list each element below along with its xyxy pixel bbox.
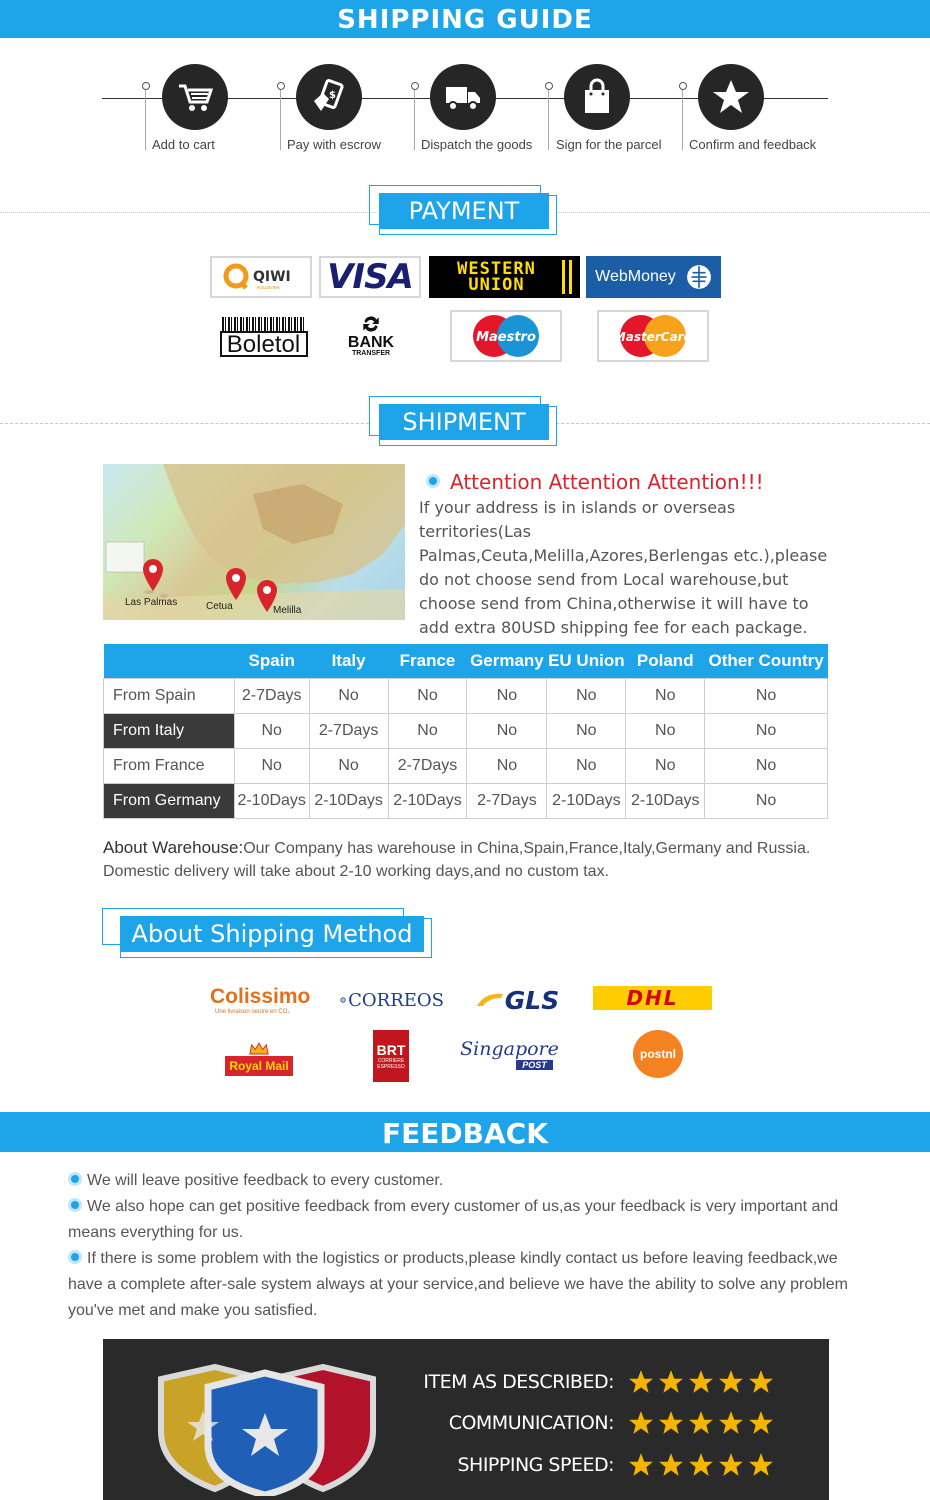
- qiwi-sub: кошелек: [257, 285, 281, 291]
- table-cell: No: [705, 748, 828, 783]
- table-cell: 2-10Days: [234, 783, 309, 818]
- table-cell: 2-10Days: [309, 783, 388, 818]
- visa-logo: [319, 256, 421, 298]
- boletol-logo: [215, 312, 310, 360]
- star-icon: [628, 1410, 654, 1436]
- star-icon: [658, 1452, 684, 1478]
- shields-icon: [153, 1361, 378, 1496]
- table-cell: No: [309, 748, 388, 783]
- table-cell: No: [626, 678, 705, 713]
- star-icon: [698, 64, 764, 130]
- payment-title: [369, 185, 557, 235]
- feedback-item-text: We also hope can get positive feedback from every customer of us,as your feedback is very important and means everything for us.: [68, 1198, 839, 1241]
- feedback-title: FEEDBACK: [382, 1117, 548, 1150]
- cart-icon: [162, 64, 228, 130]
- feedback-header: [0, 1112, 930, 1152]
- map-label: Las Palmas: [125, 597, 178, 608]
- western-union-text: WESTERN UNION: [457, 259, 536, 295]
- table-cell: No: [705, 678, 828, 713]
- table-cell: No: [388, 678, 467, 713]
- attention-body: If your address is in islands or overseas territories(Las Palmas,Ceuta,Melilla,Azores,Berlengas etc.),please do not choose send from Local warehouse,but choose send from China,otherwise it will have to add extra 80USD shipping fee for each package.: [419, 498, 828, 637]
- map-label: Cetua: [206, 601, 233, 612]
- column-header: EU Union: [547, 644, 626, 678]
- table-cell: No: [467, 713, 547, 748]
- star-icon: [748, 1369, 774, 1395]
- western-union-logo: [429, 256, 580, 298]
- column-header: Germany: [467, 644, 547, 678]
- bullet-icon: [68, 1172, 82, 1186]
- step-label: Sign for the parcel: [556, 137, 662, 152]
- mastercard-text: MasterCard: [613, 330, 693, 344]
- table-cell: No: [626, 713, 705, 748]
- visa-text: VISA: [327, 257, 413, 297]
- list-item: [68, 1168, 868, 1194]
- row-header: From Germany: [104, 783, 235, 818]
- step-label: Add to cart: [152, 137, 215, 152]
- qiwi-logo: [210, 256, 312, 298]
- star-icon: [628, 1369, 654, 1395]
- step-pin: [679, 82, 687, 152]
- table-header-row: [104, 644, 828, 678]
- attention-title: Attention Attention Attention!!!: [450, 470, 764, 494]
- feedback-list: [68, 1168, 868, 1324]
- rating-row: [449, 1410, 774, 1436]
- singapore-post-logo: [452, 1033, 567, 1075]
- step-label: Confirm and feedback: [689, 137, 817, 152]
- postnl-logo: [633, 1030, 683, 1078]
- star-icon: [748, 1410, 774, 1436]
- star-icon: [718, 1410, 744, 1436]
- royal-mail-text: Royal Mail: [225, 1056, 292, 1076]
- bag-icon: [564, 64, 630, 130]
- step-pin: [277, 82, 285, 152]
- rating-label: COMMUNICATION:: [448, 1412, 614, 1434]
- table-row: [104, 748, 828, 783]
- shipping-method-title-text: About Shipping Method: [120, 916, 424, 952]
- bullet-icon: [68, 1250, 82, 1264]
- ratings-panel: [103, 1339, 829, 1500]
- correos-logo: [340, 980, 444, 1020]
- column-header: Poland: [626, 644, 705, 678]
- shipping-time-table: [103, 644, 828, 819]
- table-cell: No: [626, 748, 705, 783]
- table-cell: No: [705, 783, 828, 818]
- table-row: [104, 678, 828, 713]
- column-header: France: [388, 644, 467, 678]
- shipment-title-text: SHIPMENT: [379, 404, 549, 440]
- table-cell: 2-10Days: [388, 783, 467, 818]
- star-icon: [748, 1452, 774, 1478]
- warehouse-text: Our Company has warehouse in China,Spain,France,Italy,Germany and Russia. Domestic delivery will take about 2-10 working days,and no custom tax.: [103, 840, 811, 880]
- colissimo-logo: [210, 980, 328, 1020]
- warehouse-note: [103, 836, 843, 883]
- row-header: From Italy: [104, 713, 235, 748]
- table-cell: No: [234, 713, 309, 748]
- table-cell: No: [547, 713, 626, 748]
- list-item: [68, 1194, 868, 1246]
- map-pin-icon: [142, 559, 164, 591]
- singapore-sub: POST: [516, 1060, 553, 1070]
- bank-transfer-logo: [330, 310, 412, 360]
- step-pin: [142, 82, 150, 152]
- table-cell: 2-10Days: [626, 783, 705, 818]
- step-label: Pay with escrow: [287, 137, 381, 152]
- bullet-icon: [68, 1198, 82, 1212]
- truck-icon: [430, 64, 496, 130]
- webmoney-text: WebMoney: [595, 268, 676, 285]
- table-cell: 2-7Days: [467, 783, 547, 818]
- webmoney-logo: [586, 256, 721, 298]
- gls-text: GLS: [504, 985, 560, 1015]
- table-cell: 2-7Days: [309, 713, 388, 748]
- star-rating: [628, 1410, 774, 1436]
- transfer-arrows-icon: [360, 313, 382, 335]
- post-horn-icon: [340, 991, 346, 1009]
- star-icon: [628, 1452, 654, 1478]
- map-label: Melilla: [273, 605, 302, 616]
- row-header: From Spain: [104, 678, 235, 713]
- colissimo-sub: Une livraison neutre en CO₂: [215, 1009, 290, 1015]
- colissimo-text: Colissimo: [210, 985, 311, 1008]
- column-header: [104, 644, 235, 678]
- table-cell: No: [309, 678, 388, 713]
- pay-icon: [296, 64, 362, 130]
- table-row: [104, 783, 828, 818]
- row-header: From France: [104, 748, 235, 783]
- table-cell: No: [234, 748, 309, 783]
- step-pin: [411, 82, 419, 152]
- gls-swoosh-icon: [475, 990, 505, 1010]
- star-rating: [628, 1369, 774, 1395]
- brt-logo: [373, 1030, 409, 1082]
- globe-icon: [686, 264, 712, 290]
- star-icon: [718, 1369, 744, 1395]
- star-icon: [658, 1410, 684, 1436]
- star-icon: [718, 1452, 744, 1478]
- shipment-title: [369, 396, 557, 446]
- bank-text: BANK: [347, 334, 395, 351]
- rating-row: [423, 1369, 774, 1395]
- table-cell: No: [547, 678, 626, 713]
- mastercard-logo: [597, 310, 709, 362]
- table-cell: No: [467, 748, 547, 783]
- table-cell: No: [467, 678, 547, 713]
- qiwi-text: QIWI: [253, 269, 291, 285]
- spain-map-image: [103, 464, 405, 620]
- royal-mail-logo: [219, 1035, 299, 1081]
- svg-text:$: $: [329, 90, 336, 101]
- table-cell: No: [547, 748, 626, 783]
- table-row: [104, 713, 828, 748]
- rating-label: SHIPPING SPEED:: [457, 1454, 614, 1476]
- list-item: [68, 1246, 868, 1324]
- crown-icon: [248, 1041, 270, 1056]
- shipping-guide-header: [0, 0, 930, 38]
- step-label: Dispatch the goods: [421, 137, 533, 152]
- table-cell: 2-7Days: [234, 678, 309, 713]
- correos-text: CORREOS: [348, 989, 444, 1011]
- postnl-text: postnl: [640, 1047, 676, 1061]
- bullet-icon: [426, 474, 440, 488]
- boletol-text: Boletol: [220, 331, 308, 357]
- table-cell: 2-10Days: [547, 783, 626, 818]
- column-header: Other Country: [705, 644, 828, 678]
- feedback-item-text: If there is some problem with the logistics or products,please kindly contact us before leaving feedback,we have a complete after-sale system always at your service,and believe we have the ability to solve any problem you've met and make you satisfied.: [68, 1250, 848, 1319]
- feedback-item-text: We will leave positive feedback to every customer.: [87, 1172, 444, 1189]
- star-icon: [688, 1410, 714, 1436]
- step-pin: [545, 82, 553, 152]
- column-header: Italy: [309, 644, 388, 678]
- rating-label: ITEM AS DESCRIBED:: [423, 1371, 614, 1393]
- maestro-text: Maestro: [476, 330, 536, 345]
- column-header: Spain: [234, 644, 309, 678]
- star-rating: [628, 1452, 774, 1478]
- payment-title-text: PAYMENT: [379, 193, 549, 229]
- bank-sub: TRANSFER: [351, 350, 391, 357]
- table-cell: No: [705, 713, 828, 748]
- header-title: SHIPPING GUIDE: [337, 5, 593, 35]
- brt-text: BRT: [376, 1042, 406, 1058]
- gls-logo: [468, 980, 566, 1020]
- table-cell: 2-7Days: [388, 748, 467, 783]
- star-icon: [688, 1369, 714, 1395]
- brt-sub: CORRIERE ESPRESSO: [377, 1058, 405, 1070]
- map-pin-icon: [225, 568, 247, 600]
- rating-row: [457, 1452, 774, 1478]
- star-icon: [688, 1452, 714, 1478]
- dhl-text: DHL: [626, 986, 679, 1010]
- table-cell: No: [388, 713, 467, 748]
- warehouse-label: About Warehouse:: [103, 838, 244, 857]
- shipping-method-title: [102, 908, 432, 958]
- singapore-text: Singapore: [460, 1038, 559, 1060]
- maestro-logo: [450, 310, 562, 362]
- star-icon: [658, 1369, 684, 1395]
- dhl-logo: [593, 986, 712, 1010]
